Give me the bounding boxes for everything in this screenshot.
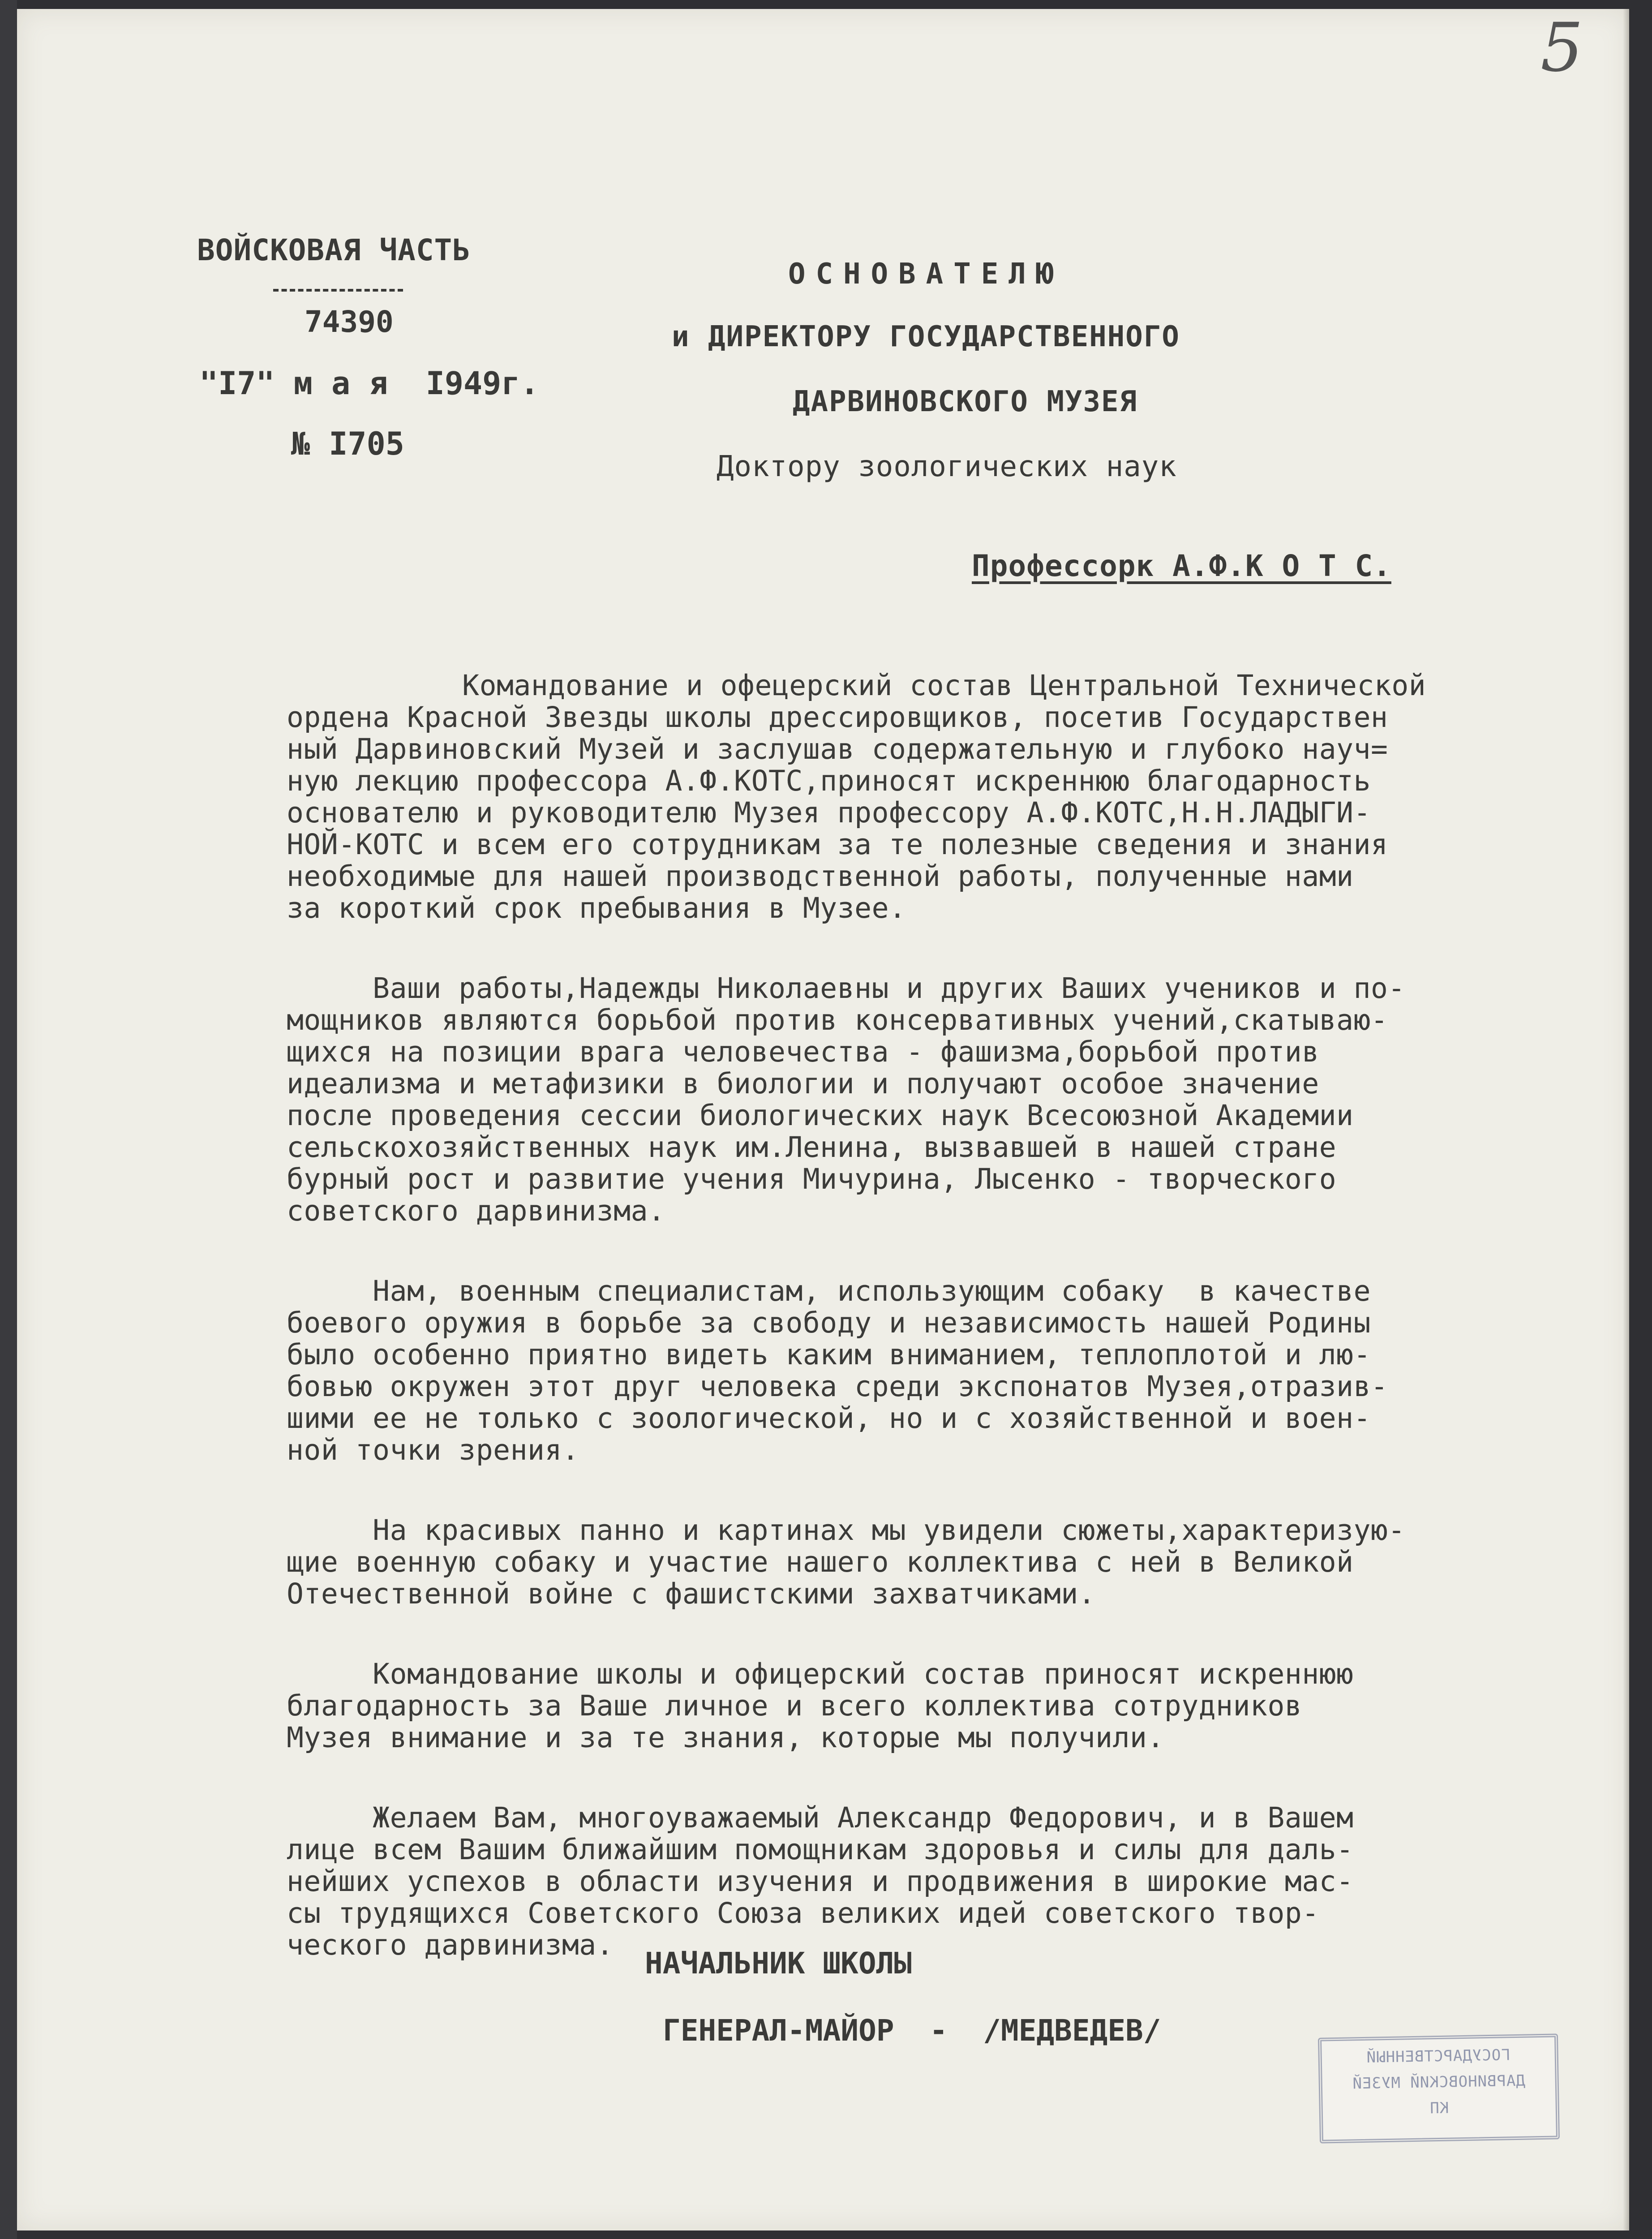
unit-divider — [273, 289, 403, 292]
body-paragraph-thanks: Командование школы и офицерский состав приносят искреннюю благодарность за Ваше личное и всего коллектива сотрудников Музея внимание и за те знания, которые мы получили. — [287, 1658, 1354, 1754]
stamp-line-1: ГОСУДАРСТВЕННЫЙ — [1366, 2046, 1511, 2067]
stamp-line-2: ДАРВИНОВСКИЙ МУЗЕЙ — [1352, 2071, 1526, 2093]
letter-body — [287, 670, 1576, 2009]
stamp-line-3: КП — [1429, 2099, 1449, 2118]
addressee-line-degree: Доктору зоологических наук — [717, 450, 1177, 483]
body-paragraph-wishes: Желаем Вам, многоуважаемый Александр Федорович, и в Вашем лице всем Вашим ближайшим помощникам здоровья и силы для даль- нейших успехов в области изучения и продвижения в широкие мас- сы трудящихся Советского Союза великих идей советского твор- ческого дарвинизма. — [287, 1801, 1354, 1961]
body-paragraph-works: Ваши работы,Надежды Николаевны и других Ваших учеников и по- мощников являются борьбой против консервативных учений,скатываю- щихся на позиции врага человечества - фашизма,борьбой против идеализма и метафизики в биологии и получают особое значение после проведения сессии биологических наук Всесоюзной Академии сельскохозяйственных наук им.Ленина, вызвавшей в нашей стране бурный рост и развитие учения Мичурина, Лысенко - творческого советского дарвинизма. — [287, 972, 1405, 1227]
museum-stamp — [1318, 2033, 1560, 2143]
addressee-line-museum: ДАРВИНОВСКОГО МУЗЕЯ — [793, 385, 1138, 418]
body-paragraph-specialists: Нам, военным специалистам, использующим собаку в качестве боевого оружия в борьбе за свободу и независимость нашей Родины было особенно приятно видеть каким вниманием, теплоплотой и лю- бовью окружен этот друг человека среди экспонатов Музея,отразив- шими ее не только с зоологической, но и с хозяйственной и воен- ной точки зрения. — [287, 1275, 1388, 1466]
handwritten-page-number: 5 — [1540, 9, 1583, 87]
addressee-line-name: Профессорк А.Ф.К О Т С. — [972, 549, 1391, 583]
signatory-title: НАЧАЛЬНИК ШКОЛЫ — [645, 1946, 912, 1981]
sheet-shadow — [1623, 9, 1629, 2230]
military-unit-label: ВОЙСКОВАЯ ЧАСТЬ — [197, 233, 471, 267]
binding-edge — [0, 0, 17, 2239]
addressee-line-founder: ОСНОВАТЕЛЮ — [788, 258, 1064, 291]
addressee-line-director: и ДИРЕКТОРУ ГОСУДАРСТВЕННОГО — [672, 320, 1180, 353]
body-paragraph-panels: На красивых панно и картинах мы увидели сюжеты,характеризую- щие военную собаку и участие нашего коллектива с ней в Великой Отечественной войне с фашистскими захватчиками. — [287, 1514, 1405, 1610]
signatory-name: ГЕНЕРАЛ-МАЙОР - /МЕДВЕДЕВ/ — [663, 2013, 1161, 2048]
military-unit-number: 74390 — [305, 305, 394, 339]
letter-date: "I7" м а я I949г. — [199, 365, 539, 402]
body-paragraph-gratitude: Командование и офецерский состав Центральной Технической ордена Красной Звезды школы дрессировщиков, посетив Государствен ный Дарвиновский Музей и заслушав содержательную и глубоко науч= ную лекцию профессора А.Ф.КОТС,приносят искреннюю благодарность основателю и руководителю Музея профессору А.Ф.КОТС,Н.Н.ЛАДЫГИ- НОЙ-КОТС и всем его сотрудникам за те полезные сведения и знания необходимые для нашей производственной работы, полученные нами за короткий срок пребывания в Музее. — [287, 669, 1426, 924]
document-number: № I705 — [291, 425, 404, 462]
